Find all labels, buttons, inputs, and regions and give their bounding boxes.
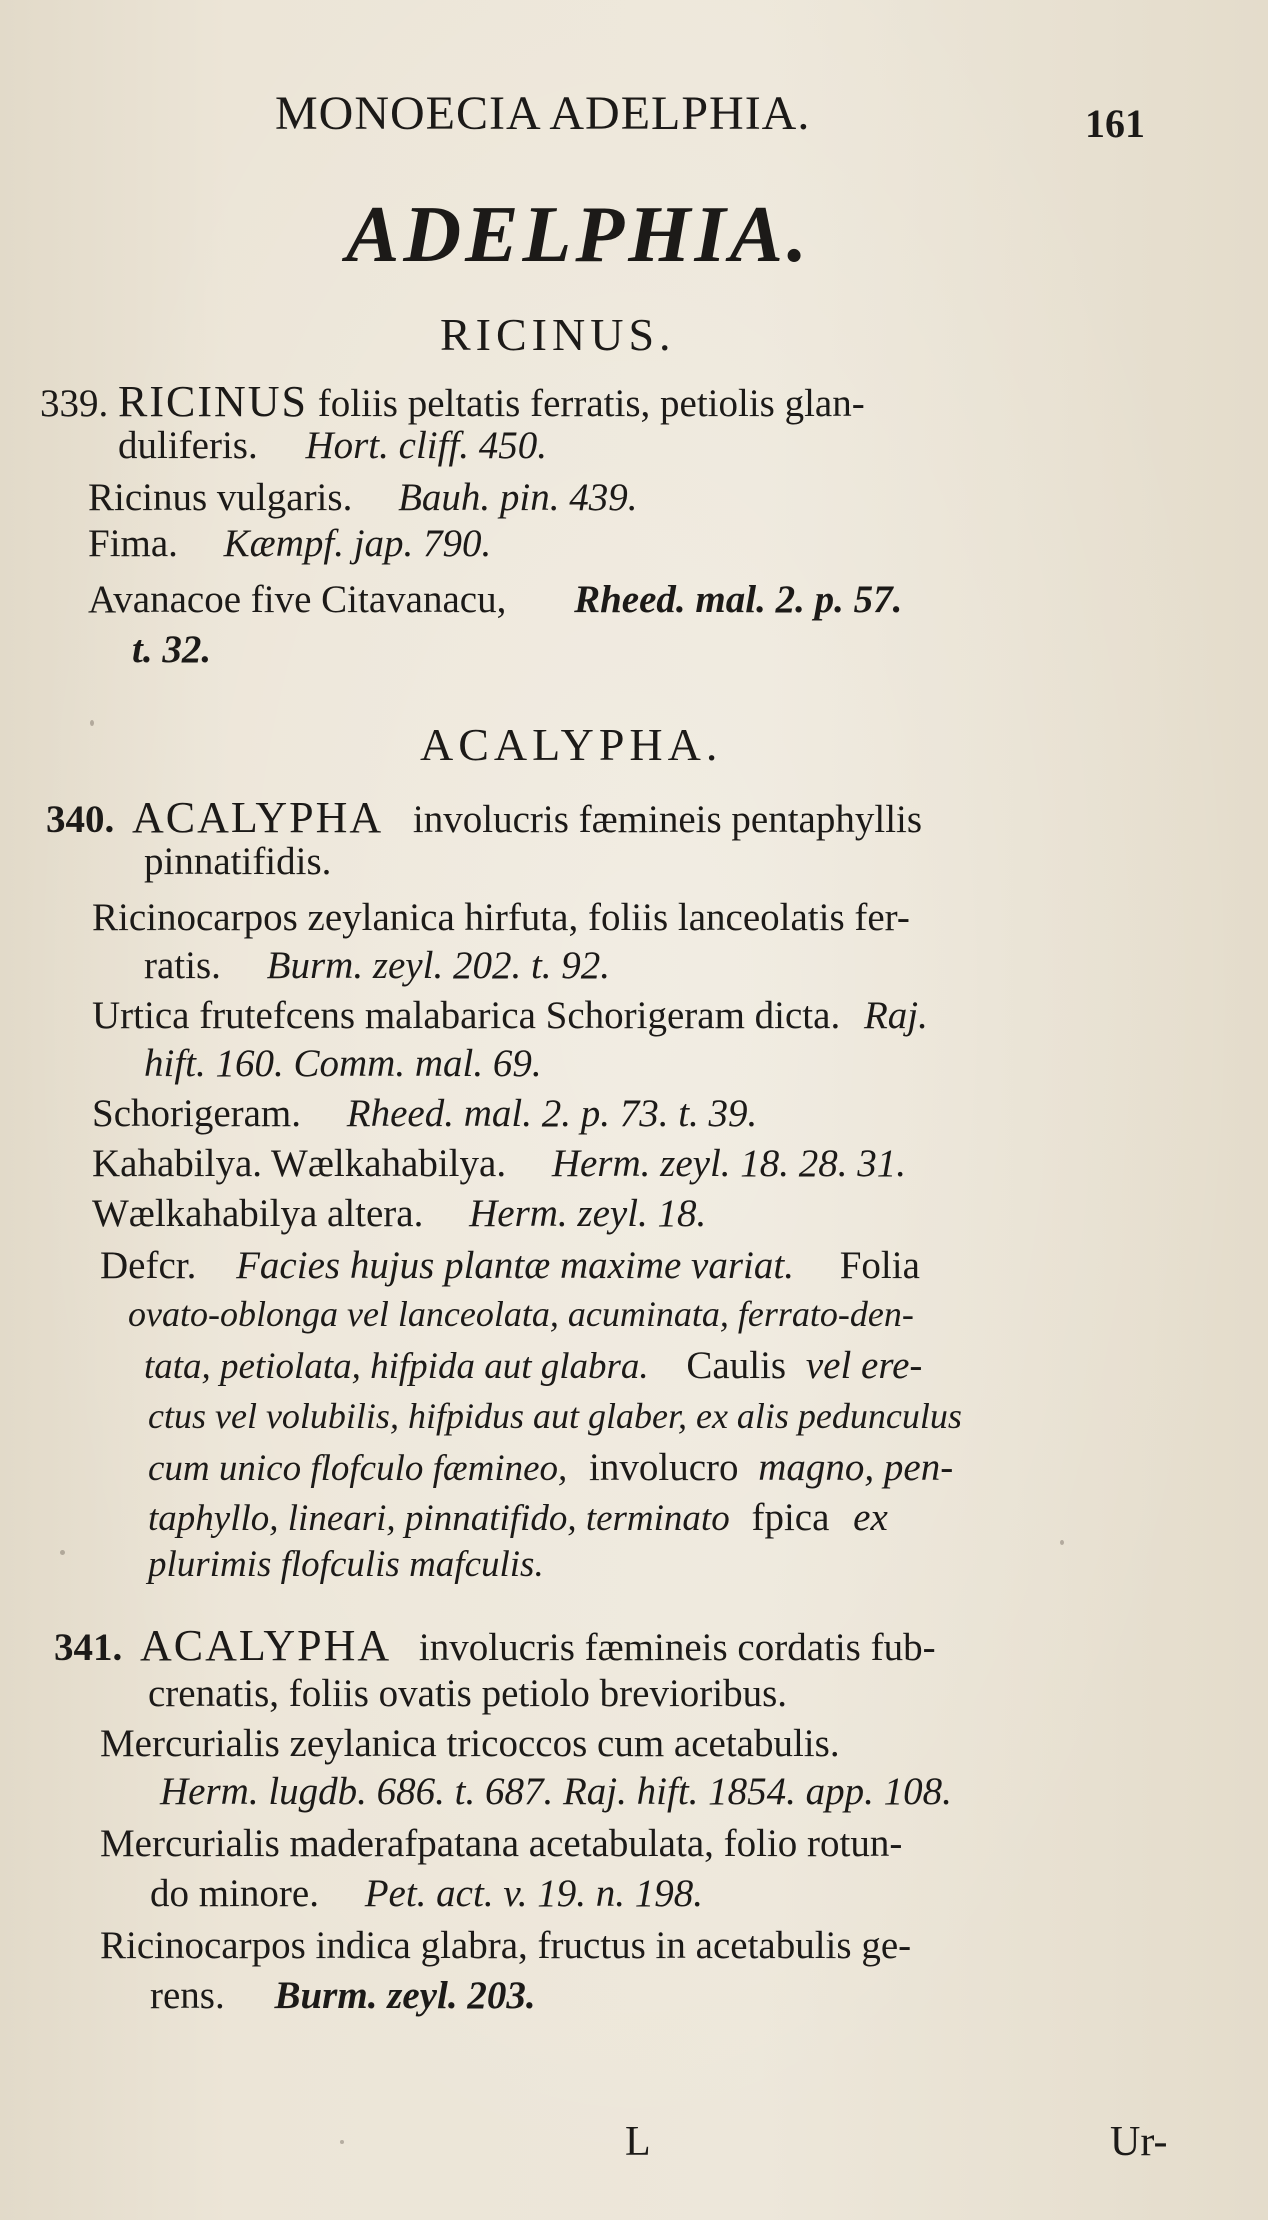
paper-speck (90, 720, 94, 726)
description-text: Facies hujus plantæ maxime variat. (236, 1244, 794, 1287)
citation: Bauh. pin. 439. (398, 476, 638, 519)
citation: Rheed. mal. 2. p. 57. (574, 578, 903, 621)
citation: Burm. zeyl. 202. t. 92. (266, 944, 611, 987)
synonym-line (88, 524, 491, 563)
synonym-text: Mercurialis maderafpatana acetabulata, folio rotun- (100, 1822, 903, 1865)
citation: Kæmpf. jap. 790. (223, 522, 492, 565)
genus-heading-acalypha: ACALYPHA. (420, 719, 723, 770)
synonym-line (92, 898, 910, 937)
description-text: tata, petiolata, hifpida aut glabra. (144, 1346, 649, 1387)
synonym-line (160, 1772, 952, 1811)
citation: Pet. act. v. 19. n. 198. (364, 1872, 703, 1915)
entry-number: 340. (46, 798, 115, 841)
signature-mark: L (625, 2119, 651, 2165)
synonym-line (92, 996, 928, 1035)
entry-341-line-1 (54, 1621, 936, 1670)
paper-speck (340, 2140, 344, 2144)
synonym-line (144, 1044, 542, 1083)
paper-speck (1060, 1540, 1064, 1545)
description-text: ex (853, 1496, 888, 1539)
synonym-text: ratis. (144, 944, 221, 987)
synonym-line (88, 580, 902, 619)
citation: Hort. cliff. 450. (305, 424, 548, 467)
genus-name: ACALYPHA (140, 1621, 392, 1670)
entry-number: 341. (54, 1626, 123, 1669)
entry-339-line-1 (40, 377, 865, 426)
diagnosis-text: foliis peltatis ferratis, petiolis glan- (317, 382, 865, 425)
synonym-line (88, 478, 638, 517)
genus-name: ACALYPHA (132, 793, 384, 842)
description-text: involucro (589, 1446, 739, 1489)
synonym-text: Kahabilya. Wælkahabilya. (92, 1142, 507, 1185)
citation: hift. 160. Comm. mal. 69. (144, 1042, 542, 1085)
synonym-line (100, 1926, 911, 1965)
synonym-text: do minore. (150, 1872, 319, 1915)
citation: Herm. zeyl. 18. 28. 31. (551, 1142, 907, 1185)
synonym-text: Avanacoe five Citavanacu, (88, 578, 507, 621)
citation: t. 32. (132, 628, 212, 671)
description-text: taphyllo, lineari, pinnatifido, terminato (148, 1498, 730, 1539)
genus-name: RICINUS (118, 377, 309, 426)
synonym-text: rens. (150, 1974, 225, 2017)
synonym-line (92, 1094, 757, 1133)
synonym-text: Urtica frutefcens malabarica Schorigeram dicta. (92, 994, 841, 1037)
diagnosis-text: duliferis. (118, 424, 258, 467)
description-line (148, 1498, 888, 1537)
description-text: magno, pen- (758, 1446, 954, 1489)
synonym-line (144, 946, 610, 985)
synonym-text: Schorigeram. (92, 1092, 302, 1135)
description-line (148, 1398, 962, 1434)
description-text: Folia (839, 1244, 920, 1287)
catchword: Ur- (1110, 2119, 1168, 2165)
paper-speck (60, 1550, 65, 1555)
citation: Herm. lugdb. 686. t. 687. Raj. hift. 1854. app. 108. (160, 1770, 952, 1813)
description-line (128, 1296, 914, 1332)
entry-340-line-2 (144, 842, 331, 881)
entry-341-line-2 (148, 1674, 787, 1713)
description-text: vel ere- (805, 1344, 923, 1387)
synonym-line (92, 1144, 906, 1183)
description-label: Defcr. (100, 1244, 197, 1287)
diagnosis-text: crenatis, foliis ovatis petiolo brevioribus. (148, 1672, 788, 1715)
synonym-text: Ricinocarpos zeylanica hirfuta, foliis lanceolatis fer- (92, 896, 910, 939)
citation: Rheed. mal. 2. p. 73. t. 39. (346, 1092, 758, 1135)
citation: Burm. zeyl. 203. (274, 1974, 536, 2017)
synonym-line (100, 1724, 840, 1763)
description-text: plurimis flofculis mafculis. (148, 1544, 544, 1585)
citation: Herm. zeyl. 18. (469, 1192, 707, 1235)
description-text: Caulis (686, 1344, 787, 1387)
synonym-text: Fima. (88, 522, 178, 565)
synonym-line (150, 1874, 703, 1913)
synonym-text: Ricinus vulgaris. (88, 476, 353, 519)
description-line (148, 1448, 953, 1487)
description-text: cum unico flofculo fæmineo, (148, 1448, 568, 1489)
diagnosis-text: involucris fæmineis pentaphyllis (412, 798, 923, 841)
page-number: 161 (1085, 101, 1145, 146)
description-line (100, 1246, 920, 1285)
section-title: ADELPHIA. (346, 191, 811, 279)
synonym-line (92, 1194, 706, 1233)
synonym-text: Ricinocarpos indica glabra, fructus in acetabulis ge- (100, 1924, 912, 1967)
description-text: ovato-oblonga vel lanceolata, acuminata, ferrato-den- (128, 1294, 914, 1334)
citation: Raj. (863, 994, 928, 1037)
entry-number: 339. (40, 382, 109, 425)
genus-heading-ricinus: RICINUS. (440, 309, 676, 360)
diagnosis-text: involucris fæmineis cordatis fub- (418, 1626, 936, 1669)
synonym-line (100, 1824, 902, 1863)
entry-340-line-1 (46, 793, 923, 842)
synonym-line (150, 1976, 536, 2015)
synonym-line (132, 630, 211, 669)
description-text: ctus vel volubilis, hifpidus aut glaber, ex alis pedunculus (148, 1396, 962, 1436)
description-text: fpica (751, 1496, 830, 1539)
entry-339-line-2 (118, 426, 547, 465)
description-line (148, 1546, 544, 1583)
synonym-text: Mercurialis zeylanica tricoccos cum acetabulis. (100, 1722, 840, 1765)
diagnosis-text: pinnatifidis. (144, 840, 332, 883)
synonym-text: Wælkahabilya altera. (92, 1192, 424, 1235)
description-line (144, 1346, 922, 1385)
running-title: MONOECIA ADELPHIA. (275, 87, 811, 140)
